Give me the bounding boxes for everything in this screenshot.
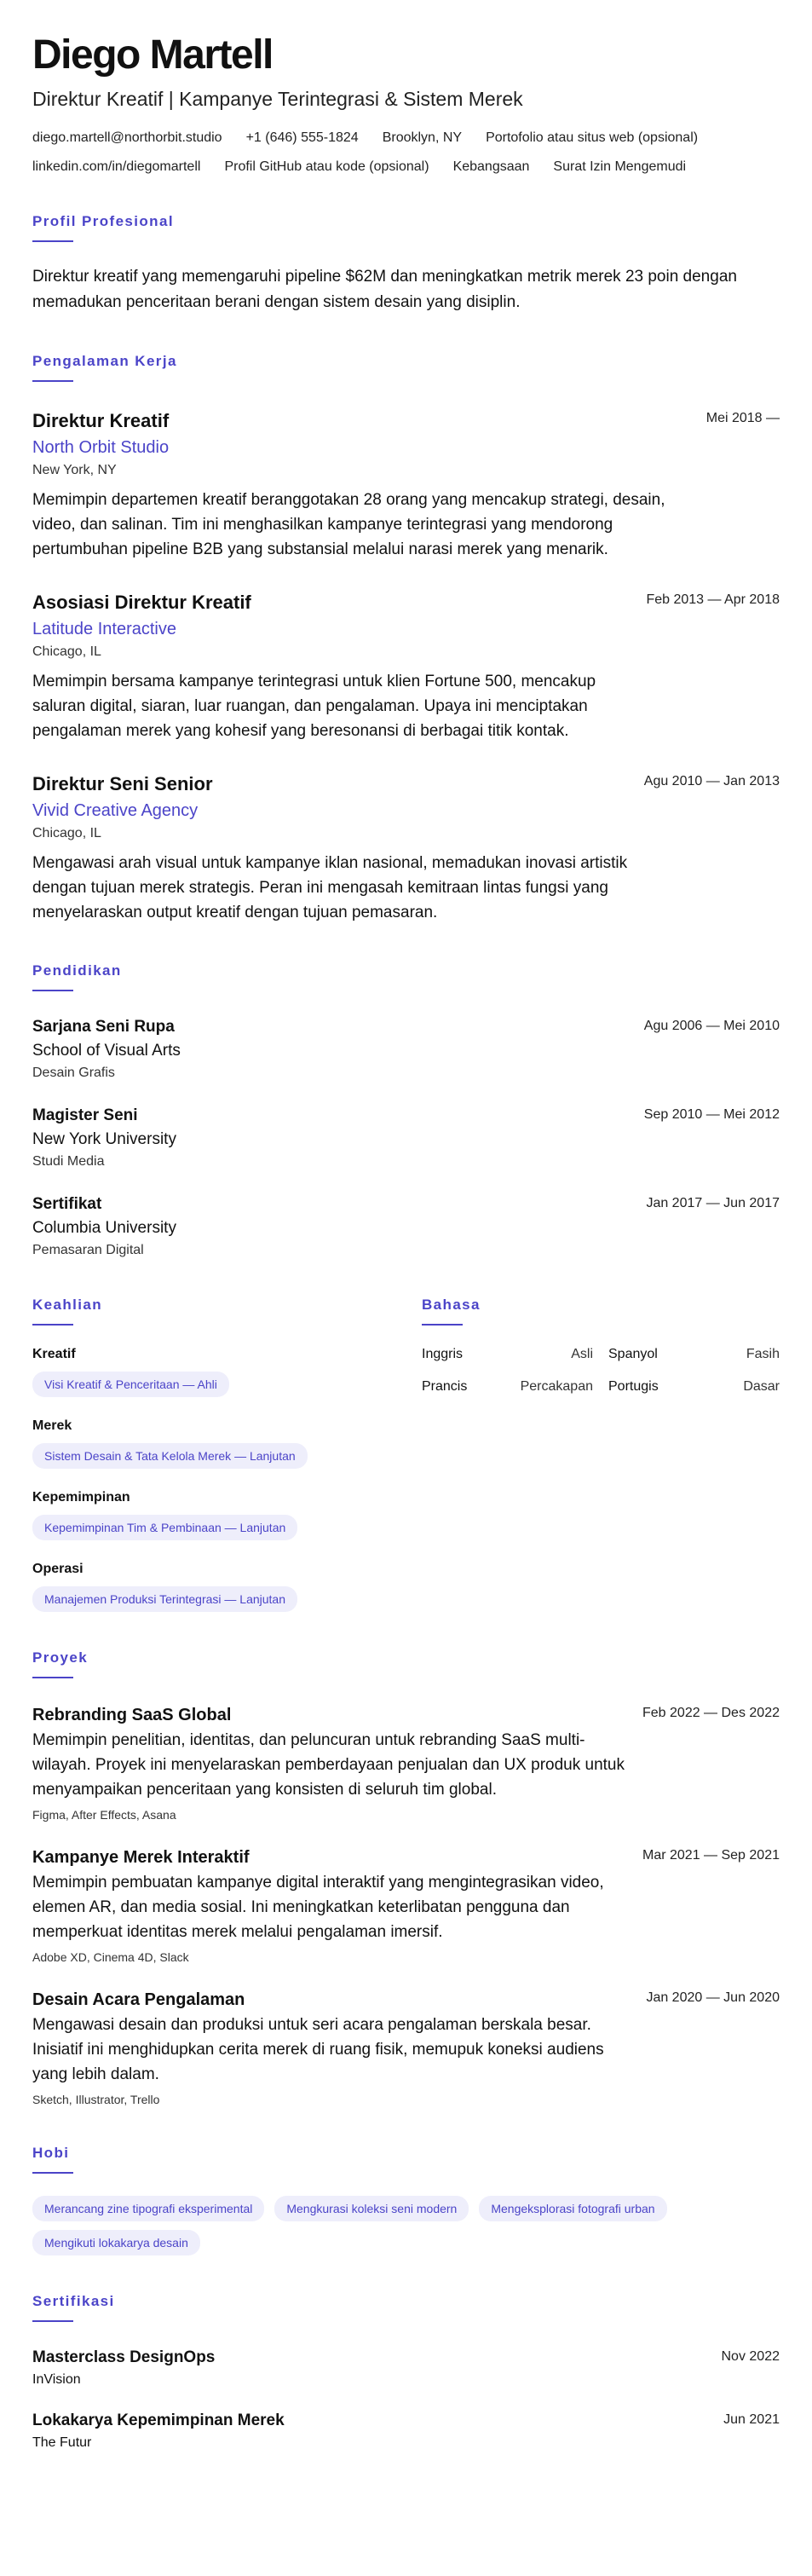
project-dates: Feb 2022 — Des 2022 [642,1706,780,1720]
education-degree: Magister Seni [32,1106,138,1124]
contact-license: Surat Izin Mengemudi [553,159,687,174]
skill-group-name: Merek [32,1418,72,1433]
education-dates: Agu 2006 — Mei 2010 [643,1019,780,1033]
job-dates: Mei 2018 — [705,411,780,425]
skill-group [32,1346,407,1397]
job-title: Asosiasi Direktur Kreatif [32,592,251,613]
section-rule [422,1324,463,1326]
languages-section [422,1297,780,1612]
experience-item [32,772,780,925]
language-level: Dasar [743,1379,780,1394]
project-item [32,1989,780,2107]
education-section [32,962,780,1259]
contact-phone[interactable]: +1 (646) 555-1824 [245,130,359,145]
hobby-chip: Mengkurasi koleksi seni modern [274,2196,469,2221]
language-item [608,1378,780,1395]
hobby-list [32,2191,780,2255]
section-title-education: Pendidikan [32,962,122,979]
language-name: Inggris [422,1347,464,1361]
certification-date: Jun 2021 [723,2412,780,2427]
section-title-experience: Pengalaman Kerja [32,353,177,369]
language-level: Asli [571,1347,593,1361]
resume-header [32,32,780,176]
section-title-skills: Keahlian [32,1297,103,1313]
project-dates: Mar 2021 — Sep 2021 [642,1848,780,1863]
education-field: Studi Media [32,1154,105,1169]
certification-date: Nov 2022 [721,2349,780,2364]
project-dates: Jan 2020 — Jun 2020 [646,1990,780,2005]
project-tools: Sketch, Illustrator, Trello [32,2093,160,2106]
job-company: Latitude Interactive [32,620,176,638]
project-description: Mengawasi desain dan produksi untuk seri acara pengalaman berskala besar. Inisiatif ini menghidupkan cerita merek di ruang fisik, memupuk koneksi audiens yang lebih dalam. [32,2016,604,2083]
job-location: Chicago, IL [32,644,101,659]
education-item [32,1106,780,1170]
education-item [32,1017,780,1082]
education-field: Desain Grafis [32,1066,115,1080]
education-dates: Jan 2017 — Jun 2017 [646,1196,780,1210]
skills-languages-row [32,1297,780,1612]
certification-name: Lokakarya Kepemimpinan Merek [32,2411,285,2429]
education-school: Columbia University [32,1219,176,1237]
candidate-headline: Direktur Kreatif | Kampanye Terintegrasi & Sistem Merek [32,88,523,110]
education-item [32,1194,780,1259]
skill-group-name: Kepemimpinan [32,1490,130,1505]
certification-name: Masterclass DesignOps [32,2348,216,2366]
contact-linkedin[interactable]: linkedin.com/in/diegomartell [32,159,201,174]
language-name: Prancis [422,1379,468,1394]
section-title-projects: Proyek [32,1649,89,1666]
skill-chip: Sistem Desain & Tata Kelola Merek — Lanjutan [32,1443,308,1469]
project-tools: Adobe XD, Cinema 4D, Slack [32,1950,189,1964]
skill-group [32,1489,407,1540]
hobby-chip: Merancang zine tipografi eksperimental [32,2196,264,2221]
profile-section [32,213,780,315]
job-location: Chicago, IL [32,826,101,840]
skill-group-name: Operasi [32,1562,84,1576]
language-level: Percakapan [520,1379,593,1394]
language-item [608,1346,780,1363]
skill-group-name: Kreatif [32,1347,76,1361]
skill-chip: Manajemen Produksi Terintegrasi — Lanjutan [32,1586,297,1612]
section-rule [32,380,73,382]
education-school: New York University [32,1130,176,1148]
job-title: Direktur Seni Senior [32,773,213,794]
education-degree: Sertifikat [32,1195,102,1213]
hobbies-section [32,2145,780,2255]
job-description: Memimpin departemen kreatif beranggotakan 28 orang yang mencakup strategi, desain, video, dan salinan. Tim ini menghasilkan kampanye terintegrasi yang mendorong pertumbuhan pipeline B2B yang substansial melalui narasi merek yang menarik. [32,491,665,558]
section-rule [32,2172,73,2174]
job-description: Memimpin bersama kampanye terintegrasi untuk klien Fortune 500, mencakup saluran digital, siaran, luar ruangan, dan pengalaman. Upaya ini menciptakan pengalaman merek yang kohesif yang beresonansi di berbagai titik kontak. [32,673,596,740]
job-dates: Agu 2010 — Jan 2013 [643,774,780,788]
project-description: Memimpin penelitian, identitas, dan peluncuran untuk rebranding SaaS multi-wilayah. Proyek ini menyelaraskan pemberdayaan penjualan dan UX produk untuk menyampaikan penceritaan yang konsisten di seluruh tim global. [32,1731,625,1799]
experience-section [32,353,780,925]
section-title-hobbies: Hobi [32,2145,70,2161]
contact-nationality: Kebangsaan [452,159,530,174]
profile-summary: Direktur kreatif yang memengaruhi pipeline $62M dan meningkatkan metrik merek 23 poin dengan memadukan penceritaan berani dengan sistem desain yang disiplin. [32,268,737,311]
language-level: Fasih [746,1347,780,1361]
language-item [422,1346,593,1363]
certification-issuer: The Futur [32,2435,92,2450]
language-name: Spanyol [608,1347,658,1361]
experience-item [32,591,780,743]
contact-info [32,130,780,176]
section-rule [32,240,73,242]
project-name: Desain Acara Pengalaman [32,1990,245,2009]
project-name: Rebranding SaaS Global [32,1706,232,1724]
project-item [32,1846,780,1965]
project-tools: Figma, After Effects, Asana [32,1808,176,1822]
experience-item [32,409,780,562]
certification-item [32,2411,780,2452]
job-company: Vivid Creative Agency [32,801,199,820]
project-description: Memimpin pembuatan kampanye digital interaktif yang mengintegrasikan video, elemen AR, dan media sosial. Ini meningkatkan keterlibatan pengguna dan memperkuat identitas merek melalui pengalaman imersif. [32,1874,604,1941]
section-rule [32,2320,73,2322]
hobby-chip: Mengikuti lokakarya desain [32,2230,200,2255]
education-dates: Sep 2010 — Mei 2012 [643,1107,780,1122]
section-title-languages: Bahasa [422,1297,481,1313]
education-degree: Sarjana Seni Rupa [32,1018,175,1036]
language-name: Portugis [608,1379,659,1394]
hobby-chip: Mengeksplorasi fotografi urban [479,2196,666,2221]
section-title-profile: Profil Profesional [32,213,174,229]
language-item [422,1378,593,1395]
education-field: Pemasaran Digital [32,1243,144,1257]
certifications-section [32,2293,780,2452]
job-dates: Feb 2013 — Apr 2018 [646,592,780,607]
job-description: Mengawasi arah visual untuk kampanye iklan nasional, memadukan inovasi artistik dengan tujuan merek strategis. Peran ini mengasah kemitraan lintas fungsi yang menyelaraskan output kreatif dengan tujuan pemasaran. [32,854,628,921]
certification-issuer: InVision [32,2372,81,2387]
section-rule [32,1324,73,1326]
candidate-name: Diego Martell [32,32,273,78]
section-rule [32,1677,73,1678]
certification-item [32,2348,780,2388]
job-company: North Orbit Studio [32,438,170,457]
skill-group [32,1561,407,1612]
contact-portfolio[interactable]: Portofolio atau situs web (opsional) [486,130,699,145]
job-location: New York, NY [32,463,117,477]
skill-group [32,1418,407,1469]
contact-email[interactable]: diego.martell@northorbit.studio [32,130,222,145]
section-rule [32,990,73,991]
education-school: School of Visual Arts [32,1042,181,1060]
skill-chip: Visi Kreatif & Penceritaan — Ahli [32,1372,229,1397]
projects-section [32,1649,780,2107]
project-item [32,1704,780,1822]
contact-location: Brooklyn, NY [382,130,463,145]
skills-section [32,1297,407,1612]
job-title: Direktur Kreatif [32,410,170,431]
project-name: Kampanye Merek Interaktif [32,1848,250,1867]
language-list [422,1346,780,1395]
skill-chip: Kepemimpinan Tim & Pembinaan — Lanjutan [32,1515,297,1540]
contact-github[interactable]: Profil GitHub atau kode (opsional) [224,159,429,174]
section-title-certifications: Sertifikasi [32,2293,115,2309]
